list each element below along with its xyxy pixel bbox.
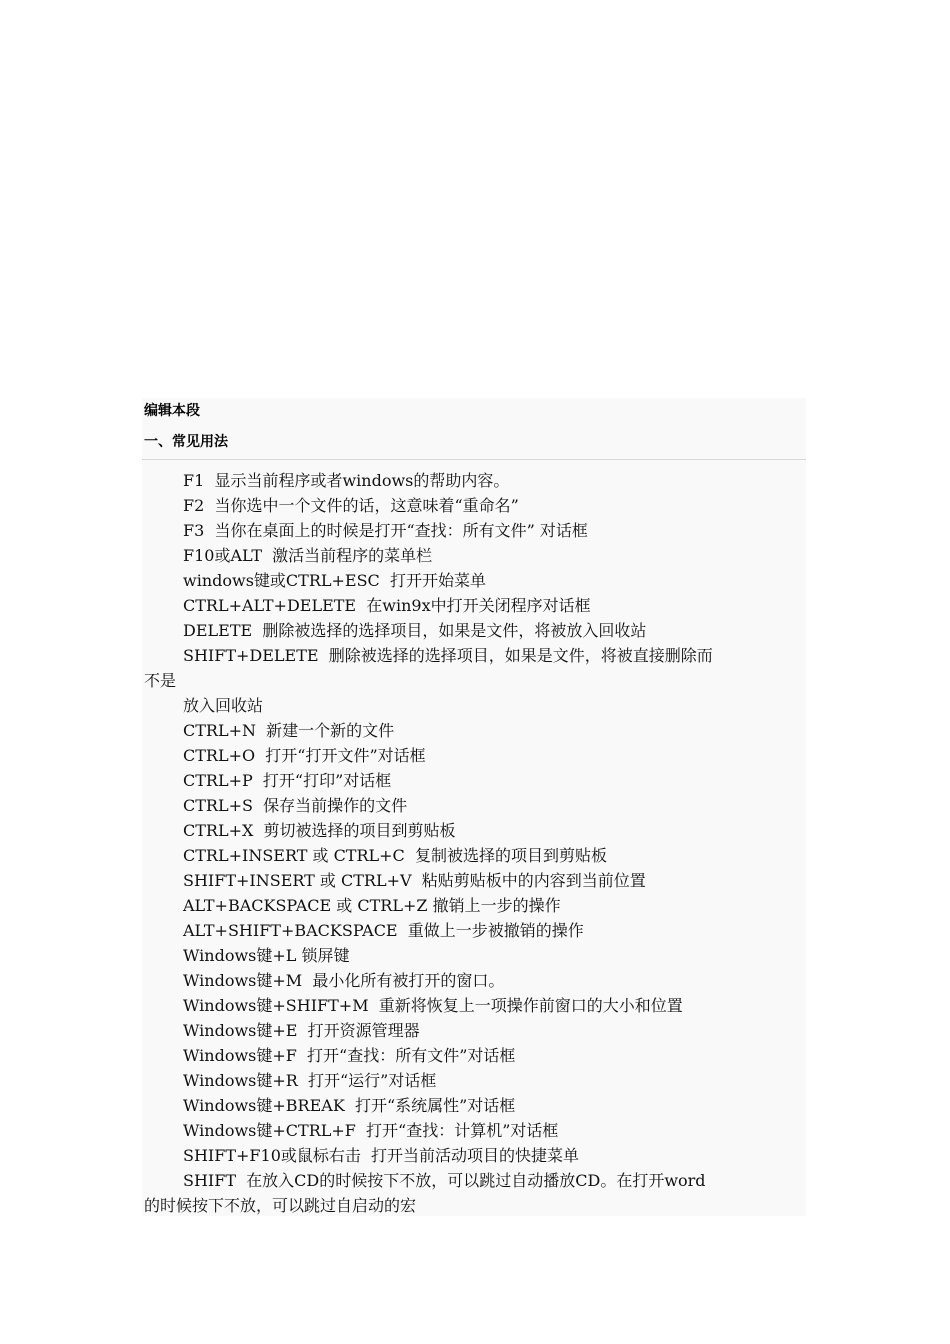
shortcut-line: Windows键+SHIFT+M 重新将恢复上一项操作前窗口的大小和位置 <box>183 996 683 1015</box>
shortcut-line: CTRL+N 新建一个新的文件 <box>183 721 395 740</box>
shortcut-line: 不是 <box>144 671 177 690</box>
heading-divider <box>142 459 806 460</box>
shortcut-line: SHIFT+DELETE 删除被选择的选择项目，如果是文件，将被直接删除而 <box>183 646 713 665</box>
article-content <box>142 398 806 1216</box>
shortcut-line: Windows键+R 打开“运行”对话框 <box>183 1071 437 1090</box>
shortcut-line: SHIFT+F10或鼠标右击 打开当前活动项目的快捷菜单 <box>183 1146 580 1165</box>
shortcut-line: windows键或CTRL+ESC 打开开始菜单 <box>183 571 486 590</box>
shortcut-line: CTRL+O 打开“打开文件”对话框 <box>183 746 426 765</box>
shortcut-line: Windows键+BREAK 打开“系统属性”对话框 <box>183 1096 516 1115</box>
shortcut-list <box>142 468 806 1218</box>
shortcut-line: CTRL+INSERT 或 CTRL+C 复制被选择的项目到剪贴板 <box>183 846 607 865</box>
shortcut-line: F1 显示当前程序或者windows的帮助内容。 <box>183 471 510 490</box>
shortcut-line: ALT+SHIFT+BACKSPACE 重做上一步被撤销的操作 <box>183 921 584 940</box>
shortcut-line: CTRL+ALT+DELETE 在win9x中打开关闭程序对话框 <box>183 596 591 615</box>
shortcut-line: Windows键+E 打开资源管理器 <box>183 1021 420 1040</box>
shortcut-line: 放入回收站 <box>183 696 264 715</box>
shortcut-line: SHIFT 在放入CD的时候按下不放，可以跳过自动播放CD。在打开word <box>183 1171 706 1190</box>
shortcut-line: Windows键+F 打开“查找：所有文件”对话框 <box>183 1046 516 1065</box>
shortcut-line: 的时候按下不放，可以跳过自启动的宏 <box>144 1196 417 1215</box>
shortcut-line: F10或ALT 激活当前程序的菜单栏 <box>183 546 433 565</box>
shortcut-line: ALT+BACKSPACE 或 CTRL+Z 撤销上一步的操作 <box>183 896 561 915</box>
section-heading: 一、常见用法 <box>144 434 228 450</box>
edit-section-link[interactable]: 编辑本段 <box>144 403 200 419</box>
shortcut-line: CTRL+P 打开“打印”对话框 <box>183 771 392 790</box>
shortcut-line: CTRL+X 剪切被选择的项目到剪贴板 <box>183 821 456 840</box>
shortcut-line: Windows键+M 最小化所有被打开的窗口。 <box>183 971 505 990</box>
shortcut-line: SHIFT+INSERT 或 CTRL+V 粘贴剪贴板中的内容到当前位置 <box>183 871 646 890</box>
shortcut-line: F3 当你在桌面上的时候是打开“查找：所有文件” 对话框 <box>183 521 588 540</box>
shortcut-line: Windows键+L 锁屏键 <box>183 946 350 965</box>
shortcut-line: CTRL+S 保存当前操作的文件 <box>183 796 408 815</box>
shortcut-line: F2 当你选中一个文件的话，这意味着“重命名” <box>183 496 519 515</box>
shortcut-line: Windows键+CTRL+F 打开“查找：计算机”对话框 <box>183 1121 559 1140</box>
shortcut-line: DELETE 删除被选择的选择项目，如果是文件，将被放入回收站 <box>183 621 647 640</box>
